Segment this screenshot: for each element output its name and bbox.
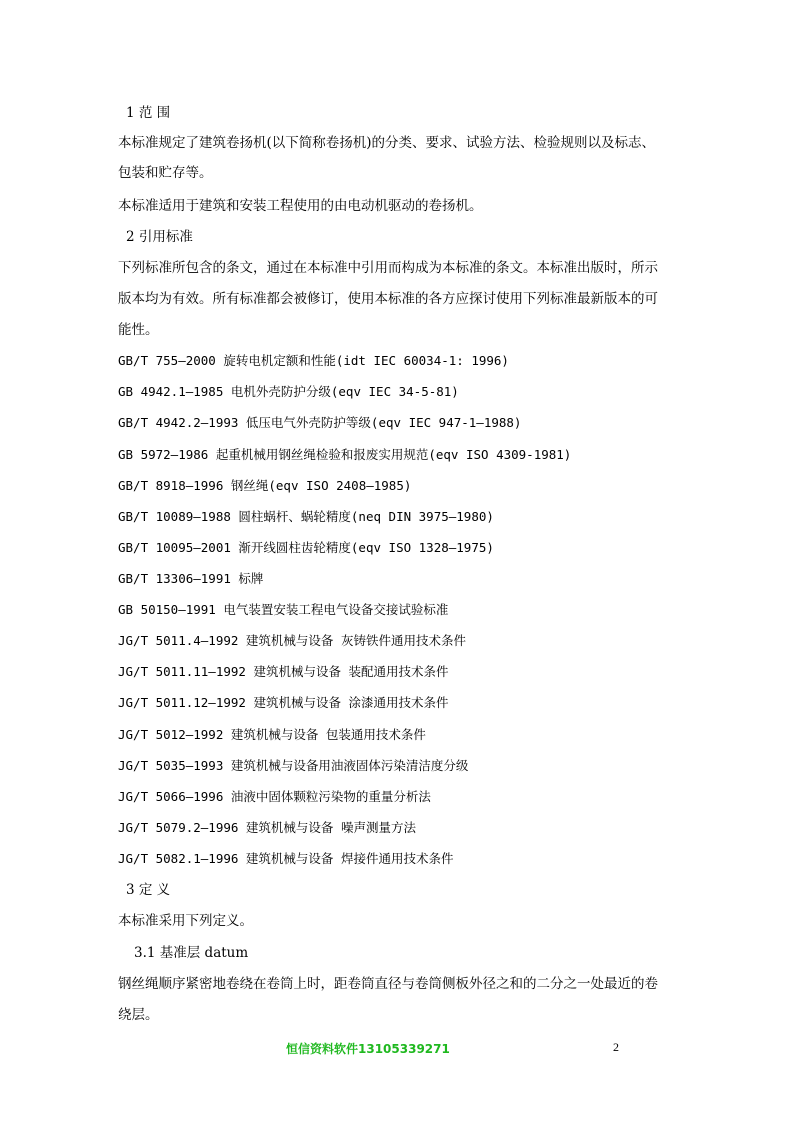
paragraph-line: 包装和贮存等。 — [118, 165, 213, 181]
reference-item: GB/T 4942.2—1993 低压电气外壳防护等级(eqv IEC 947-1—1988) — [118, 415, 522, 430]
reference-item: JG/T 5012—1992 建筑机械与设备 包装通用技术条件 — [118, 727, 426, 742]
paragraph-line: 能性。 — [118, 322, 159, 338]
footer-watermark-text: 恒信资料软件13105339271 — [286, 1042, 450, 1056]
reference-item: GB 50150—1991 电气装置安装工程电气设备交接试验标准 — [118, 602, 449, 617]
reference-item: GB 4942.1—1985 电机外壳防护分级(eqv IEC 34-5-81) — [118, 384, 459, 399]
section-1-heading: 1 范 围 — [126, 105, 171, 121]
reference-item: GB/T 10089—1988 圆柱蜗杆、蜗轮精度(neq DIN 3975—1980) — [118, 509, 494, 524]
paragraph-line: 钢丝绳顺序紧密地卷绕在卷筒上时，距卷筒直径与卷筒侧板外径之和的二分之一处最近的卷 — [118, 976, 658, 992]
paragraph-line: 版本均为有效。所有标准都会被修订，使用本标准的各方应探讨使用下列标准最新版本的可 — [118, 291, 658, 307]
section-3-heading: 3 定 义 — [126, 882, 171, 898]
paragraph-line: 绕层。 — [118, 1007, 159, 1023]
reference-item: GB/T 755—2000 旋转电机定额和性能(idt IEC 60034-1: 1996) — [118, 353, 509, 368]
reference-item: JG/T 5011.4—1992 建筑机械与设备 灰铸铁件通用技术条件 — [118, 633, 466, 648]
reference-item: JG/T 5011.12—1992 建筑机械与设备 涂漆通用技术条件 — [118, 695, 449, 710]
paragraph-line: 本标准采用下列定义。 — [118, 913, 253, 929]
reference-item: GB/T 13306—1991 标牌 — [118, 571, 264, 586]
reference-item: GB/T 10095—2001 渐开线圆柱齿轮精度(eqv ISO 1328—1975) — [118, 540, 494, 555]
reference-item: GB/T 8918—1996 钢丝绳(eqv ISO 2408—1985) — [118, 478, 412, 493]
reference-item: JG/T 5066—1996 油液中固体颗粒污染物的重量分析法 — [118, 789, 431, 804]
page-number: 2 — [613, 1040, 619, 1054]
subsection-3-1-heading: 3.1 基准层 datum — [134, 945, 249, 961]
reference-item: GB 5972—1986 起重机械用钢丝绳检验和报废实用规范(eqv ISO 4309-1981) — [118, 447, 572, 462]
paragraph-line: 本标准规定了建筑卷扬机(以下简称卷扬机)的分类、要求、试验方法、检验规则以及标志、 — [118, 135, 656, 151]
paragraph-line: 下列标准所包含的条文，通过在本标准中引用而构成为本标准的条文。本标准出版时，所示 — [118, 260, 658, 276]
section-2-heading: 2 引用标准 — [126, 229, 193, 245]
reference-item: JG/T 5082.1—1996 建筑机械与设备 焊接件通用技术条件 — [118, 851, 454, 866]
reference-item: JG/T 5079.2—1996 建筑机械与设备 噪声测量方法 — [118, 820, 416, 835]
paragraph-line: 本标准适用于建筑和安装工程使用的由电动机驱动的卷扬机。 — [118, 198, 483, 214]
reference-item: JG/T 5035—1993 建筑机械与设备用油液固体污染清洁度分级 — [118, 758, 469, 773]
reference-item: JG/T 5011.11—1992 建筑机械与设备 装配通用技术条件 — [118, 664, 449, 679]
